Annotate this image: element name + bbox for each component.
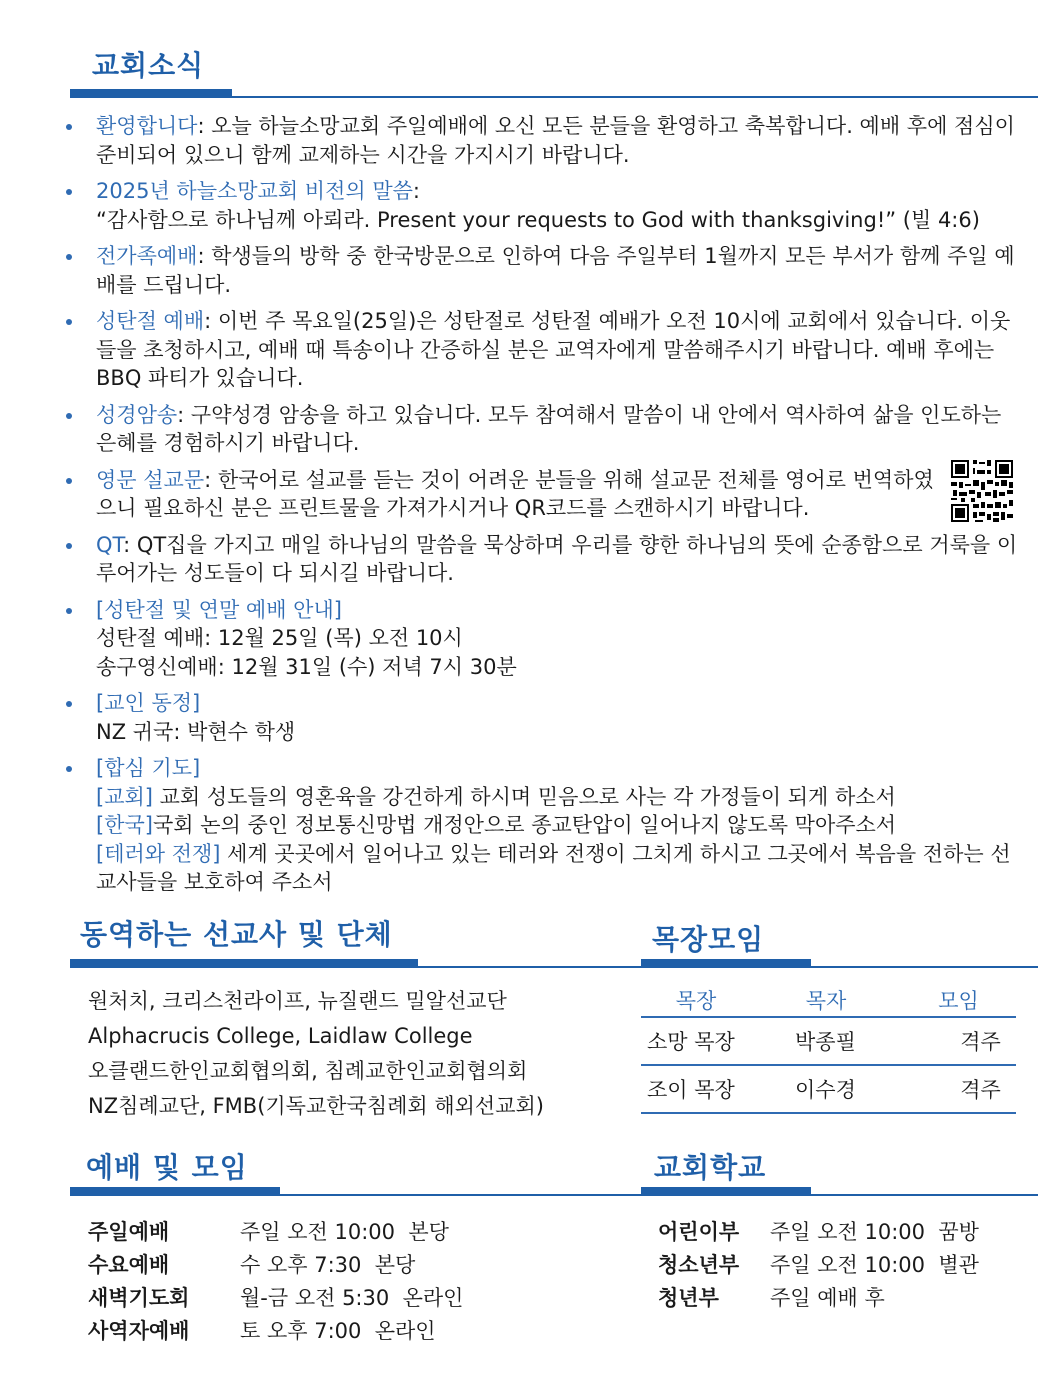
mokjang-leader: 박종필 xyxy=(795,1030,856,1054)
schedule-name: 청소년부 xyxy=(658,1253,740,1277)
schedule-name: 수요예배 xyxy=(88,1253,170,1277)
mokjang-header-cell: 모임 xyxy=(938,989,979,1013)
news-item-qt xyxy=(64,531,1024,588)
schedule-name: 청년부 xyxy=(658,1286,719,1310)
news-label: 환영합니다 xyxy=(96,114,198,138)
mokjang-frequency: 격주 xyxy=(960,1078,1001,1102)
news-label: [교인 동정] xyxy=(96,691,201,715)
mokjang-section-title: 목장모임 xyxy=(652,923,765,956)
mokjang-title-accent-bar xyxy=(641,959,811,966)
prayer-tag: [테러와 전쟁] xyxy=(96,841,221,866)
prayer-church xyxy=(96,783,1024,812)
schedule-time: 주일 오전 10:00 꿈방 xyxy=(770,1220,979,1244)
schedule-time: 주일 오전 10:00 본당 xyxy=(240,1220,449,1244)
mokjang-name: 조이 목장 xyxy=(647,1078,735,1102)
table-row xyxy=(641,1066,1016,1114)
mokjang-frequency: 격주 xyxy=(960,1030,1001,1054)
schedule-row xyxy=(658,1216,979,1249)
mission-item: NZ침례교단, FMB(기독교한국침례회 해외선교회) xyxy=(88,1094,544,1118)
schedule-time: 토 오후 7:00 온라인 xyxy=(240,1319,436,1343)
mokjang-name: 소망 목장 xyxy=(647,1030,735,1054)
prayer-text: 교회 성도들의 영혼육을 강건하게 하시며 믿음으로 사는 각 가정들이 되게 하소서 xyxy=(152,784,896,809)
news-item-vision xyxy=(64,177,1024,234)
worship-title-accent-bar xyxy=(70,1187,280,1194)
news-item-christmas xyxy=(64,307,1024,393)
schedule-row xyxy=(88,1249,463,1282)
worship-title-rule xyxy=(70,1194,1038,1196)
table-row xyxy=(641,1018,1016,1066)
news-item-english-sermon xyxy=(64,466,1024,523)
news-title-accent-bar xyxy=(70,89,232,96)
schedule-row xyxy=(658,1282,979,1315)
schedule-name: 어린이부 xyxy=(658,1220,740,1244)
news-label: 2025년 하늘소망교회 비전의 말씀 xyxy=(96,179,413,203)
schedule-time: 주일 오전 10:00 별관 xyxy=(770,1253,979,1277)
news-text: : 학생들의 방학 중 한국방문으로 인하여 다음 주일부터 1월까지 모든 부서가 함께 주일 예배를 드립니다. xyxy=(96,244,1015,297)
schedule-time: 월-금 오전 5:30 온라인 xyxy=(240,1286,464,1310)
prayer-war xyxy=(96,840,1024,897)
schedule-name: 새벽기도회 xyxy=(88,1286,190,1310)
news-item-family-worship xyxy=(64,242,1024,299)
news-label: 성탄절 예배 xyxy=(96,309,205,333)
news-item-prayer xyxy=(64,754,1024,897)
christmas-service-line: 성탄절 예배: 12월 25일 (목) 오전 10시 xyxy=(96,626,463,650)
news-label: 영문 설교문 xyxy=(96,467,205,492)
mission-item: 원처치, 크리스천라이프, 뉴질랜드 밀알선교단 xyxy=(88,989,507,1013)
news-text: : 구약성경 암송을 하고 있습니다. 모두 참여해서 말씀이 내 안에서 역사하여 삶을 인도하는 은혜를 경험하시기 바랍니다. xyxy=(96,402,1002,455)
prayer-tag: [한국] xyxy=(96,813,153,837)
qr-code-icon[interactable] xyxy=(949,458,1015,524)
newyear-service-line: 송구영신예배: 12월 31일 (수) 저녁 7시 30분 xyxy=(96,654,517,679)
schedule-row xyxy=(88,1315,463,1348)
prayer-tag: [교회] xyxy=(96,784,153,809)
missions-list xyxy=(88,984,544,1124)
news-list xyxy=(64,112,1024,905)
news-item-member-news xyxy=(64,689,1024,746)
school-title-accent-bar xyxy=(641,1187,811,1194)
news-text: : 이번 주 목요일(25일)은 성탄절로 성탄절 예배가 오전 10시에 교회에서 있습니다. 이웃들을 초청하시고, 예배 때 특송이나 간증하실 분은 교역자에게 말씀해주시기 바랍니다. 예배 후에는 BBQ 파티가 있습니다. xyxy=(96,309,1011,390)
news-item-memorization xyxy=(64,401,1024,458)
news-text: : QT집을 가지고 매일 하나님의 말씀을 묵상하며 우리를 향한 하나님의 뜻에 순종함으로 거룩을 이루어가는 성도들이 다 되시길 바랍니다. xyxy=(96,532,1018,585)
schedule-row xyxy=(88,1216,463,1249)
mission-item: 오클랜드한인교회협의회, 침례교한인교회협의회 xyxy=(88,1059,528,1083)
schedule-name: 주일예배 xyxy=(88,1220,170,1244)
school-section-title: 교회학교 xyxy=(654,1151,767,1184)
prayer-text: 세계 곳곳에서 일어나고 있는 테러와 전쟁이 그치게 하시고 그곳에서 복음을 전하는 선교사들을 보호하여 주소서 xyxy=(96,841,1011,894)
news-section-title: 교회소식 xyxy=(92,49,205,82)
mokjang-header-row xyxy=(641,984,1016,1018)
mokjang-leader: 이수경 xyxy=(795,1078,856,1102)
mission-item: Alphacrucis College, Laidlaw College xyxy=(88,1024,473,1048)
schedule-time: 수 오후 7:30 본당 xyxy=(240,1253,416,1277)
prayer-text: 국회 논의 중인 정보통신망법 개정안으로 종교탄압이 일어나지 않도록 막아주소서 xyxy=(152,813,897,837)
news-item-welcome xyxy=(64,112,1024,169)
vision-verse: “감사함으로 하나님께 아뢰라. Present your requests to God with thanksgiving!” (빌 4:6) xyxy=(96,207,980,232)
news-label: [성탄절 및 연말 예배 안내] xyxy=(96,597,342,622)
news-item-year-end-services xyxy=(64,596,1024,682)
mokjang-header-cell: 목장 xyxy=(675,989,717,1013)
mokjang-header-cell: 목자 xyxy=(805,989,847,1013)
worship-section-title: 예배 및 모임 xyxy=(86,1151,248,1184)
schedule-time: 주일 예배 후 xyxy=(770,1286,885,1310)
missions-title-rule xyxy=(70,966,1038,968)
news-text: : 한국어로 설교를 듣는 것이 어려운 분들을 위해 설교문 전체를 영어로 번역하였으니 필요하신 분은 프린트물을 가져가시거나 QR코드를 스캔하시기 바랍니다. xyxy=(96,467,934,520)
missions-title-accent-bar xyxy=(70,959,418,966)
mokjang-table xyxy=(641,984,1016,1114)
member-news-line: NZ 귀국: 박현수 학생 xyxy=(96,719,296,744)
schedule-row xyxy=(658,1249,979,1282)
worship-schedule xyxy=(88,1216,463,1348)
news-label: 성경암송 xyxy=(96,402,178,427)
school-schedule xyxy=(658,1216,979,1315)
missions-section-title: 동역하는 선교사 및 단체 xyxy=(80,918,393,951)
news-label: [합심 기도] xyxy=(96,756,201,780)
news-text: : xyxy=(412,179,420,203)
schedule-name: 사역자예배 xyxy=(88,1319,190,1343)
news-text: : 오늘 하늘소망교회 주일예배에 오신 모든 분들을 환영하고 축복합니다. 예배 후에 점심이 준비되어 있으니 함께 교제하는 시간을 가지시기 바랍니다. xyxy=(96,114,1015,167)
news-label: QT xyxy=(96,532,124,557)
news-label: 전가족예배 xyxy=(96,244,198,268)
prayer-korea xyxy=(96,811,1024,840)
schedule-row xyxy=(88,1282,463,1315)
news-title-rule xyxy=(70,96,1038,98)
